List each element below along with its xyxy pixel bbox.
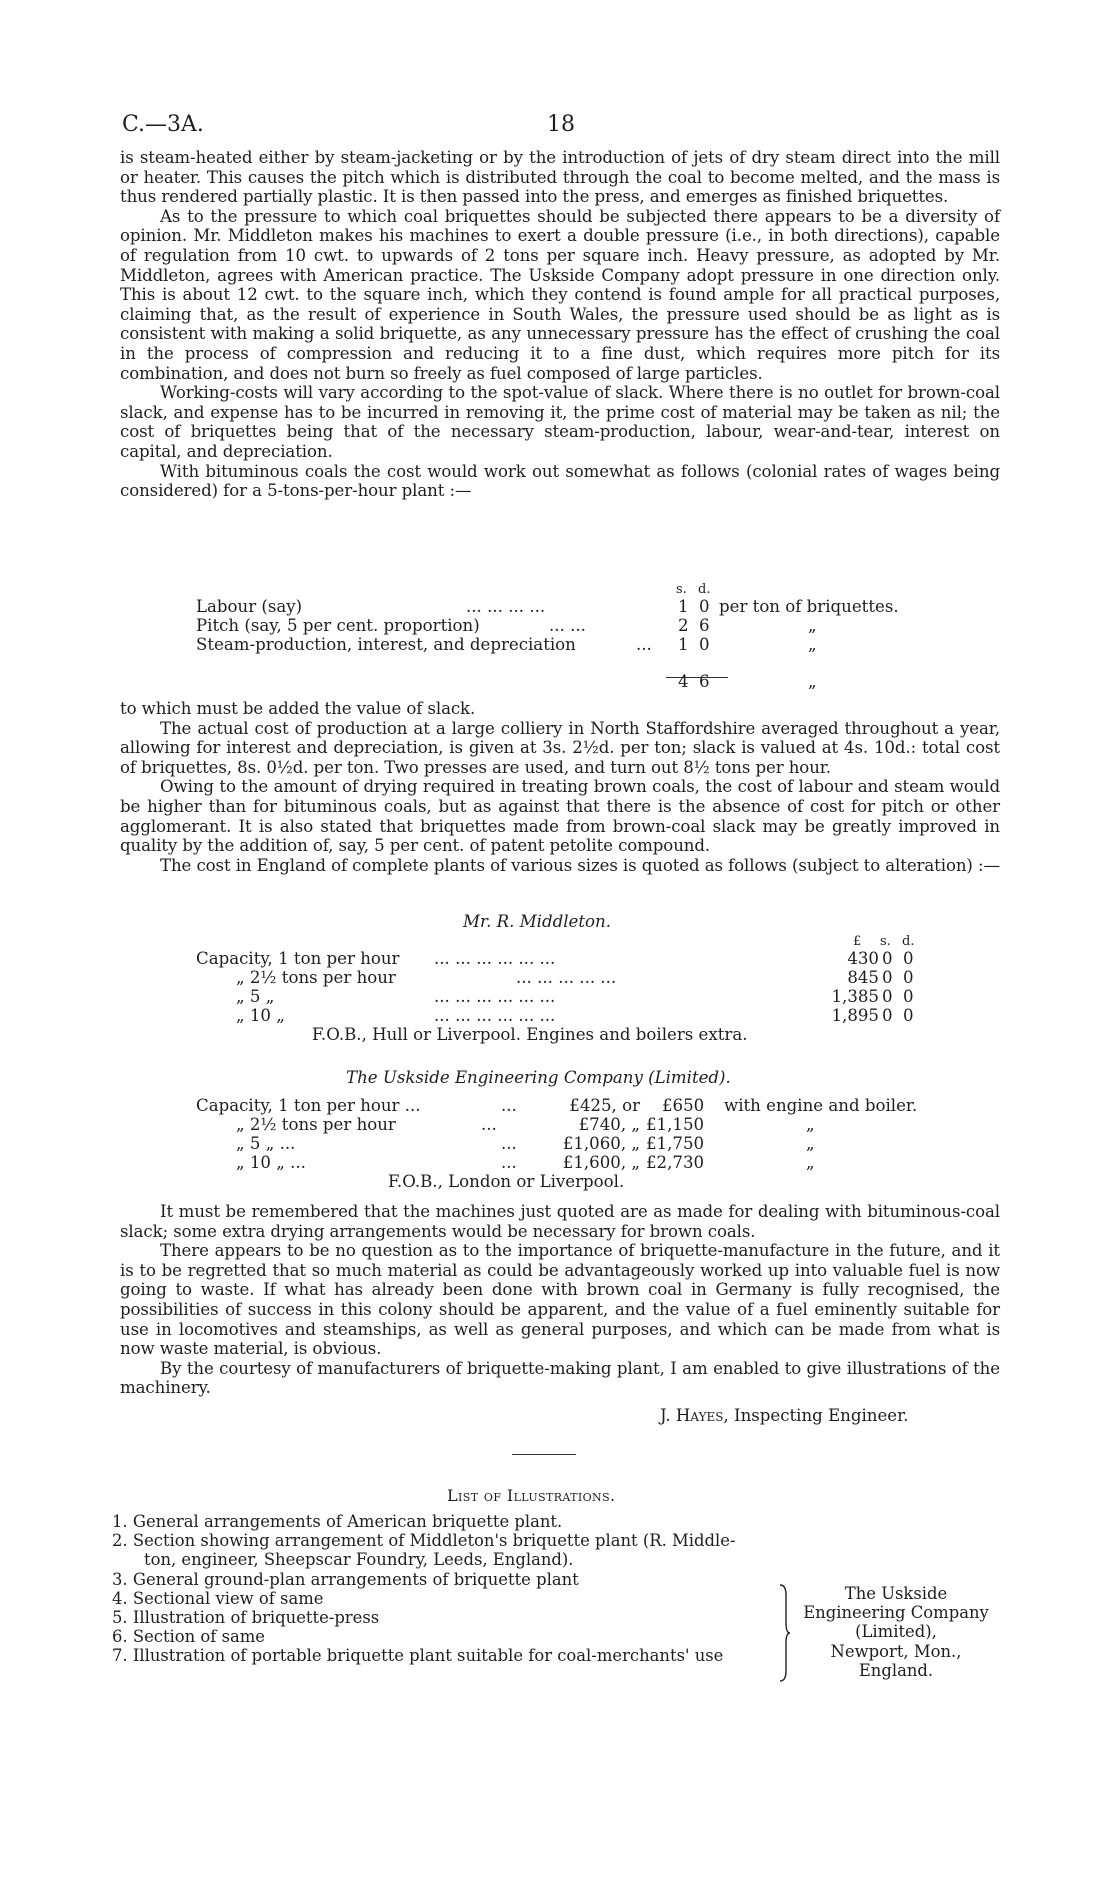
cost-d: 6 <box>699 616 710 635</box>
item-number: 6. <box>112 1627 128 1647</box>
paragraph: With bituminous coals the cost would work out somewhat as follows (colonial rates of wages being considered) for a 5-tons-per-hour plant :— <box>120 461 1000 501</box>
paragraph: is steam-heated either by steam-jacketing or by the introduction of jets of dry steam direct into the mill or heater. This causes the pitch which is distributed through the coal to become melted, and the mass is thus rendered partially plastic. It is then passed into the press, and emerges as finished briquettes. <box>120 148 1000 207</box>
source-line: The Uskside <box>844 1584 948 1603</box>
signature <box>660 1406 909 1425</box>
paragraph: Owing to the amount of drying required in treating brown coals, the cost of labour and steam would be higher than for bituminous coals, but as against that there is the absence of cost for pitch or other agglomerant. It is also stated that briquettes made from brown-coal slack may be greatly improved in quality by the addition of, say, 5 per cent. of patent petolite compound. <box>120 777 1000 856</box>
paragraph: It must be remembered that the machines just quoted are as made for dealing with bituminous-coal slack; some extra drying arrangements would be necessary for brown coals. <box>120 1202 1000 1241</box>
middleton-footer: F.O.B., Hull or Liverpool. Engines and boilers extra. <box>312 1025 748 1044</box>
list-item <box>112 1531 792 1550</box>
cost-total-s: 4 <box>678 672 689 691</box>
cost-s: 2 <box>678 616 689 635</box>
uskside-row <box>196 1134 956 1153</box>
row-label: „ 10 „ <box>236 1006 285 1025</box>
row-shillings: 0 <box>882 1006 893 1025</box>
row-dots: ... <box>481 1115 497 1134</box>
item-number: 3. <box>112 1569 128 1589</box>
row-dots: ... <box>501 1096 517 1115</box>
middleton-row <box>196 1006 956 1025</box>
item-number: 7. <box>112 1646 128 1666</box>
middleton-row <box>196 949 956 968</box>
list-item <box>112 1512 792 1531</box>
list-item <box>112 1570 792 1589</box>
paragraph: By the courtesy of manufacturers of briquette-making plant, I am enabled to give illustrations of the machinery. <box>120 1358 1000 1398</box>
row-label: „ 5 „ ... <box>236 1134 296 1153</box>
row-pence: 0 <box>903 1006 914 1025</box>
cost-item: Labour (say) <box>196 597 303 616</box>
row-dots: ... ... ... ... ... ... <box>434 987 556 1006</box>
signature-title: , Inspecting Engineer. <box>723 1406 909 1425</box>
row-price-b: £650 <box>662 1096 705 1115</box>
row-dots: ... ... ... ... ... <box>516 968 617 987</box>
paragraph: As to the pressure to which coal briquettes should be subjected there appears to be a diversity of opinion. Mr. Middleton makes his machines to exert a double pressure (i.e., in both directions), capable of regulation from 10 cwt. to upwards of 2 tons per square inch. Heavy pressure, as adopted by Mr. Middleton, agrees with American practice. The Uskside Company adopt pressure in one direction only. This is about 12 cwt. to the square inch, which they contend is found ample for all practical purposes, claiming that, as the result of experience in South Wales, the pressure used should be as light as is consistent with making a solid briquette, as any unnecessary pressure has the effect of crushing the coal in the process of compression and reducing it to a fine dust, which requires more pitch for its combination, and does not burn so freely as fuel composed of large particles. <box>120 206 1000 383</box>
illustrations-heading: List of Illustrations. <box>447 1486 616 1505</box>
row-pence: 0 <box>903 968 914 987</box>
cost-table <box>196 580 956 691</box>
page-number: 18 <box>547 112 575 137</box>
cost-unit: „ <box>808 635 817 654</box>
row-label: Capacity, 1 ton per hour ... <box>196 1096 421 1115</box>
paragraph: to which must be added the value of slack. <box>120 699 476 718</box>
middleton-heading: Mr. R. Middleton. <box>463 912 611 931</box>
row-shillings: 0 <box>882 987 893 1006</box>
list-item <box>112 1589 792 1608</box>
middleton-row <box>196 987 956 1006</box>
item-text: General ground-plan arrangements of briquette plant <box>132 1569 579 1589</box>
body-block-c <box>120 1202 1000 1398</box>
item-text: Illustration of portable briquette plant suitable for coal-merchants' use <box>132 1646 724 1666</box>
item-number: 2. <box>112 1531 128 1551</box>
cost-row <box>196 616 956 635</box>
row-label: „ 5 „ <box>236 987 275 1006</box>
row-price-b: £1,150 <box>646 1115 705 1134</box>
item-number: 4. <box>112 1588 128 1608</box>
row-dots: ... <box>501 1153 517 1172</box>
row-pounds: 845 <box>847 968 879 987</box>
row-price-a: £1,060, „ <box>562 1134 640 1153</box>
col-pounds: £ <box>853 934 862 949</box>
cost-dots: ... ... ... ... <box>466 597 546 616</box>
row-label: „ 2½ tons per hour <box>236 1115 396 1134</box>
uskside-row <box>196 1153 956 1172</box>
cost-unit: per ton of briquettes. <box>719 597 899 616</box>
source-line: Newport, Mon., <box>830 1641 962 1661</box>
uskside-footer: F.O.B., London or Liverpool. <box>388 1172 625 1191</box>
cost-s: 1 <box>678 635 689 654</box>
row-dots: ... ... ... ... ... ... <box>434 1006 556 1025</box>
illustrations-source <box>796 1584 996 1680</box>
middleton-table <box>196 932 956 1044</box>
uskside-table <box>196 1096 956 1191</box>
row-pence: 0 <box>903 987 914 1006</box>
cost-item: Pitch (say, 5 per cent. proportion) <box>196 616 480 635</box>
body-block-a <box>120 148 1000 501</box>
list-item <box>112 1608 792 1627</box>
list-item <box>112 1627 792 1646</box>
cost-d: 0 <box>699 597 710 616</box>
row-tail: „ <box>806 1153 815 1172</box>
illustrations-list <box>112 1512 792 1666</box>
source-line: Engineering Company <box>803 1603 989 1623</box>
item-text: Sectional view of same <box>132 1588 324 1608</box>
row-price-a: £740, „ <box>578 1115 640 1134</box>
cost-row <box>196 597 956 616</box>
source-line: England. <box>858 1660 934 1680</box>
item-text: Illustration of briquette-press <box>132 1608 380 1628</box>
body-block-b <box>120 699 1000 875</box>
row-price-b: £1,750 <box>646 1134 705 1153</box>
paragraph: The actual cost of production at a large colliery in North Staffordshire averaged throughout a year, allowing for interest and depreciation, is given at 3s. 2½d. per ton; slack is valued at 4s. 10d.: total cost of briquettes, 8s. 0½d. per ton. Two presses are used, and turn out 8½ tons per hour. <box>120 718 1000 777</box>
cost-total-d: 6 <box>699 672 710 691</box>
list-item <box>112 1646 792 1665</box>
paragraph: There appears to be no question as to the importance of briquette-manufacture in the future, and it is to be regretted that so much material as could be advantageously worked up into valuable fuel is now going to waste. If what has already been done with brown coal in Germany is fully recognised, the possibilities of success in this colony should be apparent, and the value of a fuel eminently suitable for use in locomotives and steamships, as well as general purposes, and which can be made from what is now waste material, is obvious. <box>120 1241 1000 1359</box>
cost-unit: „ <box>808 616 817 635</box>
uskside-row <box>196 1115 956 1134</box>
row-label: „ 10 „ ... <box>236 1153 306 1172</box>
right-brace-icon <box>778 1583 792 1683</box>
uskside-footer-row <box>196 1172 956 1191</box>
row-label: „ 2½ tons per hour <box>236 968 396 987</box>
middleton-footer-row <box>196 1025 956 1044</box>
signature-name: J. Hayes <box>660 1406 724 1425</box>
cost-s: 1 <box>678 597 689 616</box>
row-dots: ... ... ... ... ... ... <box>434 949 556 968</box>
row-tail: with engine and boiler. <box>724 1096 918 1115</box>
uskside-row <box>196 1096 956 1115</box>
item-text: General arrangements of American briquette plant. <box>132 1512 563 1531</box>
row-dots: ... <box>501 1134 517 1153</box>
col-shillings: s. <box>880 934 891 949</box>
page-reference: C.—3A. <box>122 112 204 137</box>
paragraph: The cost in England of complete plants of various sizes is quoted as follows (subject to alteration) :— <box>160 855 1000 875</box>
section-separator <box>512 1454 576 1455</box>
cost-dots: ... <box>636 635 652 654</box>
cost-total-unit: „ <box>808 672 817 691</box>
uskside-heading: The Uskside Engineering Company (Limited). <box>346 1068 731 1087</box>
col-pence: d. <box>902 934 915 949</box>
item-text: Section showing arrangement of Middleton's briquette plant (R. Middle- <box>132 1531 736 1551</box>
row-label: Capacity, 1 ton per hour <box>196 949 400 968</box>
row-price-a: £1,600, „ <box>562 1153 640 1172</box>
list-item-continuation: ton, engineer, Sheepscar Foundry, Leeds, England). <box>144 1550 574 1570</box>
paragraph: Working-costs will vary according to the spot-value of slack. Where there is no outlet for brown-coal slack, and expense has to be incurred in removing it, the prime cost of material may be taken as nil; the cost of briquettes being that of the necessary steam-production, labour, wear-and-tear, interest on capital, and depreciation. <box>120 383 1000 461</box>
middleton-row <box>196 968 956 987</box>
row-price-b: £2,730 <box>646 1153 705 1172</box>
row-shillings: 0 <box>882 949 893 968</box>
cost-col-s: s. <box>676 582 687 597</box>
cost-dots: ... ... <box>549 616 586 635</box>
row-shillings: 0 <box>882 968 893 987</box>
row-pence: 0 <box>903 949 914 968</box>
row-pounds: 1,385 <box>831 987 879 1006</box>
cost-col-d: d. <box>698 582 711 597</box>
row-price-a: £425, or <box>569 1096 640 1115</box>
row-pounds: 430 <box>847 949 879 968</box>
item-number: 5. <box>112 1608 128 1628</box>
row-pounds: 1,895 <box>831 1006 879 1025</box>
row-tail: „ <box>806 1115 815 1134</box>
cost-item: Steam-production, interest, and depreciation <box>196 635 576 654</box>
cost-total-row <box>196 672 956 691</box>
item-number: 1. <box>112 1512 128 1531</box>
cost-row <box>196 635 956 654</box>
row-tail: „ <box>806 1134 815 1153</box>
source-line: (Limited), <box>855 1622 937 1642</box>
cost-d: 0 <box>699 635 710 654</box>
item-text: Section of same <box>132 1627 266 1647</box>
